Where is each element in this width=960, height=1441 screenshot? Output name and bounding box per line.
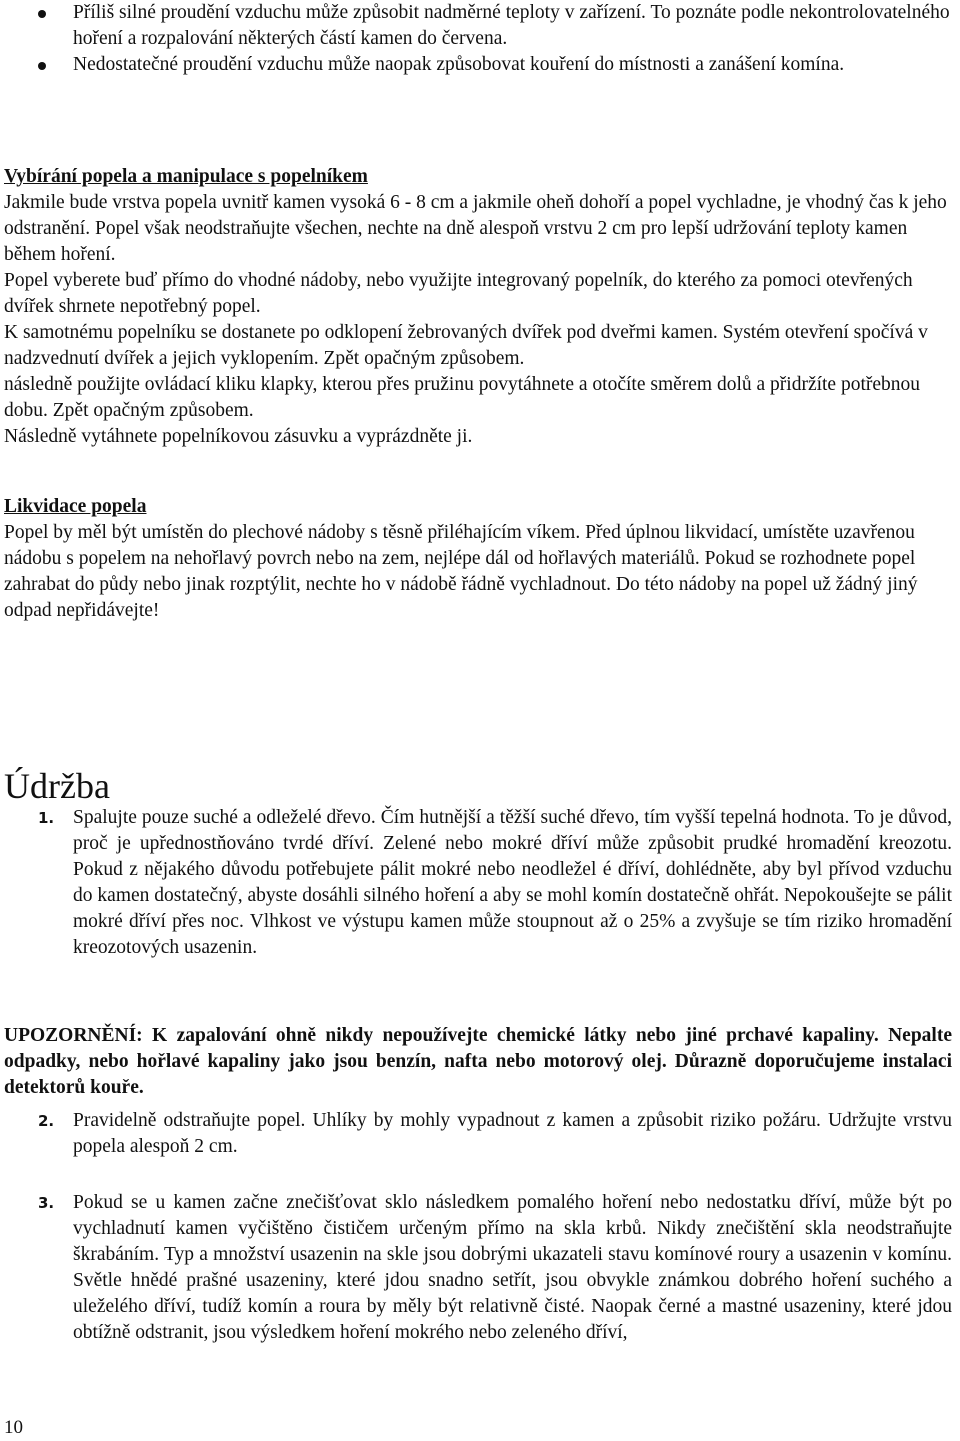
maintenance-list-3 xyxy=(0,1190,952,1346)
item-text: Spalujte pouze suché a odleželé dřevo. Čím hutnější a těžší suché dřevo, tím vyšší tepelná hodnota. To je důvod, proč je upřednostňováno tvrdé dříví. Zelené nebo mokré dříví může způsobit prudké hromadění kreozotu. Pokud z nějakého důvodu potřebujete pálit mokré nebo neodležel é dříví, dohlédněte, aby byl přívod vzduchu do kamen dostatečný, abyste dosáhli silného hoření a aby se mohl komín dostatečně ohřát. Nepokoušejte se pálit mokré dříví přes noc. Vlhkost ve výstupu kamen může stoupnout až o 25% a zvyšuje se tím riziko hromadění kreozotových usazenin. xyxy=(73,807,952,958)
bullet-text: Příliš silné proudění vzduchu může způsobit nadměrné teploty v zařízení. To poznáte podle nekontrolovatelného hoření a rozpalování některých částí kamen do červena. xyxy=(73,2,950,49)
maintenance-item xyxy=(0,805,952,961)
maintenance-title: Údržba xyxy=(4,766,110,806)
bullet-item xyxy=(0,0,952,52)
item-number: 3. xyxy=(38,1194,55,1212)
item-number: 2. xyxy=(38,1112,55,1130)
ash-disposal-section xyxy=(4,494,952,624)
item-number: 1. xyxy=(38,809,55,827)
maintenance-item xyxy=(0,1190,952,1346)
ash-paragraph: Popel vyberete buď přímo do vhodné nádoby, nebo využijte integrovaný popelník, do kterého za pomoci otevřených dvířek shrnete nepotřebný popel. xyxy=(4,270,913,317)
item-text: Pokud se u kamen začne znečišťovat sklo následkem pomalého hoření nebo nedostatku dříví, může být po vychladnutí kamen vyčištěno čističem určeným přímo na skla krbů. Nikdy znečištění skla neodstraňujte škrabáním. Typ a množství usazenin na skle jsou dobrými ukazateli stavu komínové roury a usazenin v komínu. Světle hnědé prašné usazeniny, které jdou snadno setřít, jsou obvykle známkou dobrého hoření suchého a uleželého dříví, tudíž komín a roura by měly být relativně čisté. Naopak černé a mastné usazeniny, které jdou obtížně odstranit, jsou výsledkem hoření mokrého nebo zeleného dříví, xyxy=(73,1192,952,1343)
bullet-text: Nedostatečné proudění vzduchu může naopak způsobovat kouření do místnosti a zanášení komína. xyxy=(73,54,845,75)
bullet-dot-icon xyxy=(38,62,46,70)
ash-paragraph: Jakmile bude vrstva popela uvnitř kamen vysoká 6 - 8 cm a jakmile oheň dohoří a popel vychladne, je vhodný čas k jeho odstranění. Popel však neodstraňujte všechen, nechte na dně alespoň vrstvu 2 cm pro lepší udržování teploty kamen během hoření. xyxy=(4,192,947,265)
ash-disposal-paragraph: Popel by měl být umístěn do plechové nádoby s těsně přiléhajícím víkem. Před úplnou likvidací, umístěte uzavřenou nádobu s popelem na nehořlavý povrch nebo na zem, nejlépe dál od hořlavých materiálů. Pokud se rozhodnete popel zahrabat do půdy nebo jinak rozptýlit, nechte ho v nádobě řádně vychladnout. Do této nádoby na popel už žádný jiný odpad nepřidávejte! xyxy=(4,522,918,621)
maintenance-item xyxy=(0,1108,952,1160)
ash-removal-heading: Vybírání popela a manipulace s popelníkem xyxy=(4,166,368,187)
ash-paragraph: Následně vytáhnete popelníkovou zásuvku a vyprázdněte ji. xyxy=(4,426,473,447)
page-number: 10 xyxy=(4,1417,23,1438)
ash-removal-section xyxy=(4,164,952,450)
maintenance-list-1 xyxy=(0,805,952,961)
intro-bullet-list xyxy=(0,0,952,78)
bullet-item xyxy=(0,52,952,78)
ash-paragraph: K samotnému popelníku se dostanete po odklopení žebrovaných dvířek pod dveřmi kamen. Systém otevření spočívá v nadzvednutí dvířek a jejich vyklopením. Zpět opačným způsobem. xyxy=(4,322,928,369)
ash-paragraph: následně použijte ovládací kliku klapky, kterou přes pružinu povytáhnete a otočíte směrem dolů a přidržíte potřebnou dobu. Zpět opačným způsobem. xyxy=(4,374,921,421)
maintenance-list-2 xyxy=(0,1108,952,1160)
warning-paragraph: UPOZORNĚNÍ: K zapalování ohně nikdy nepoužívejte chemické látky nebo jiné prchavé kapaliny. Nepalte odpadky, nebo hořlavé kapaliny jako jsou benzín, nafta nebo motorový olej. Důrazně doporučujeme instalaci detektorů kouře. xyxy=(4,1025,952,1098)
ash-disposal-heading: Likvidace popela xyxy=(4,496,147,517)
bullet-dot-icon xyxy=(38,10,46,18)
item-text: Pravidelně odstraňujte popel. Uhlíky by mohly vypadnout z kamen a způsobit riziko požáru. Udržujte vrstvu popela alespoň 2 cm. xyxy=(73,1110,952,1157)
